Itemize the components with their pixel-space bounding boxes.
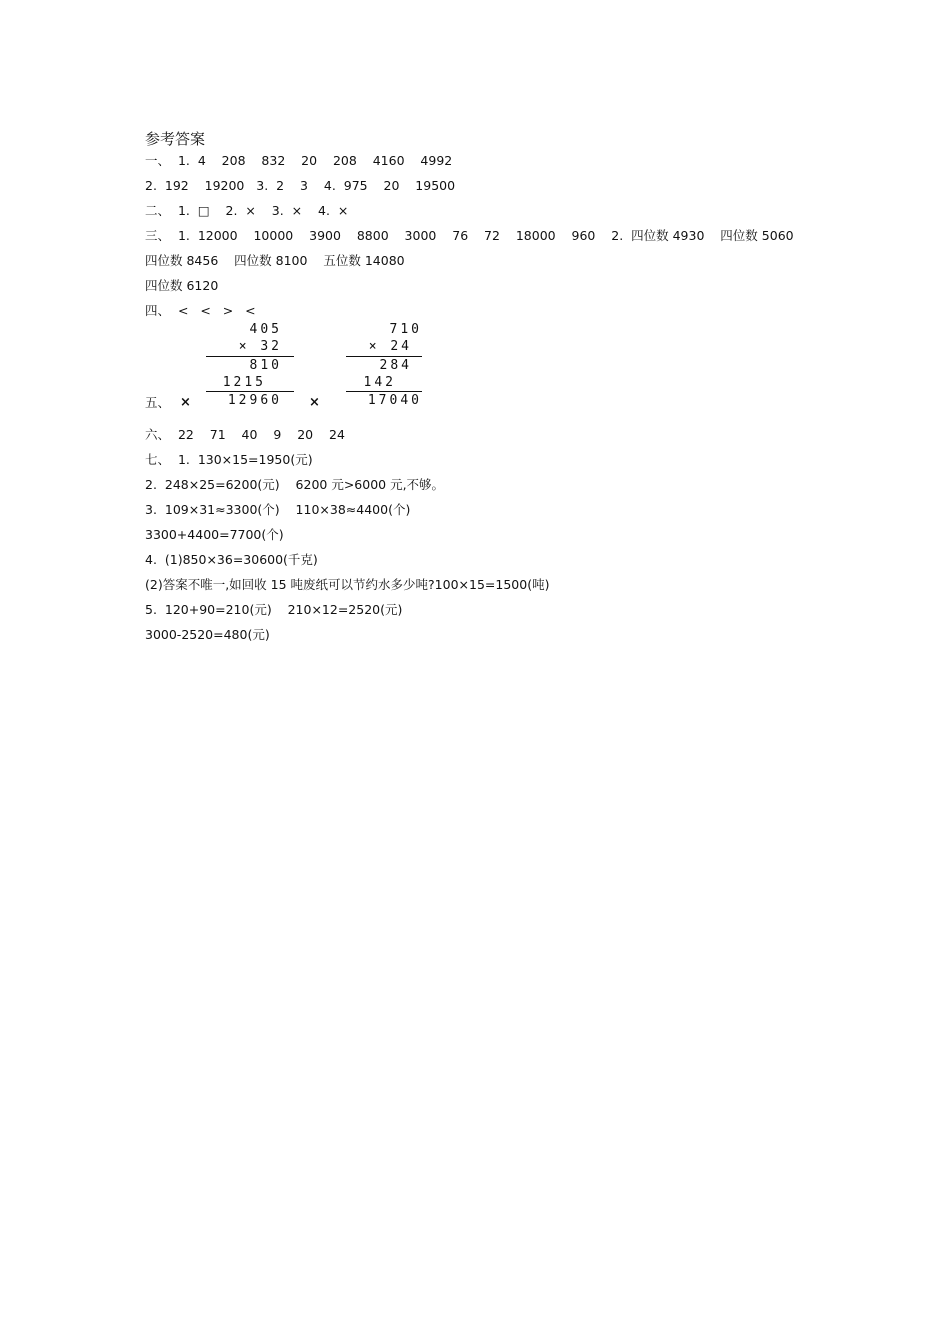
- cross-mark-1: ×: [180, 395, 191, 410]
- rule-line: [346, 391, 422, 392]
- page-title: 参考答案: [145, 130, 206, 148]
- partial-product-1: 810: [249, 358, 282, 373]
- cross-mark-2: ×: [309, 395, 320, 410]
- rule-line: [346, 356, 422, 357]
- multiplicand: 405: [249, 322, 282, 337]
- answer-line-4: 三、 1. 12000 10000 3900 8800 3000 76 72 18000 960 2. 四位数 4930 四位数 5060: [145, 228, 794, 243]
- answer-line-1: 一、 1. 4 208 832 20 208 4160 4992: [145, 153, 453, 168]
- multiplier: × 32: [238, 339, 282, 354]
- answer-line-13: 4. (1)850×36=30600(千克): [145, 552, 318, 567]
- partial-product-2: 142: [363, 375, 396, 390]
- answer-line-8: 六、 22 71 40 9 20 24: [145, 427, 345, 442]
- rule-line: [206, 391, 294, 392]
- multiplicand: 710: [389, 322, 422, 337]
- answer-line-15: 5. 120+90=210(元) 210×12=2520(元): [145, 602, 403, 617]
- vertical-multiplication-2: [340, 320, 424, 412]
- answer-line-12: 3300+4400=7700(个): [145, 527, 284, 542]
- partial-product-2: 1215: [222, 375, 266, 390]
- answer-line-5: 四位数 8456 四位数 8100 五位数 14080: [145, 253, 405, 268]
- answer-line-14: (2)答案不唯一,如回收 15 吨废纸可以节约水多少吨?100×15=1500(吨): [145, 577, 550, 592]
- multiplier: × 24: [368, 339, 412, 354]
- answer-line-11: 3. 109×31≈3300(个) 110×38≈4400(个): [145, 502, 411, 517]
- section5-label: 五、: [145, 395, 171, 410]
- rule-line: [206, 356, 294, 357]
- answer-line-3: 二、 1. □ 2. × 3. × 4. ×: [145, 203, 349, 218]
- answer-line-10: 2. 248×25=6200(元) 6200 元>6000 元,不够。: [145, 477, 445, 492]
- answer-line-16: 3000-2520=480(元): [145, 627, 270, 642]
- partial-product-1: 284: [379, 358, 412, 373]
- answer-line-2: 2. 192 19200 3. 2 3 4. 975 20 19500: [145, 178, 456, 193]
- answer-line-6: 四位数 6120: [145, 278, 219, 293]
- product: 12960: [227, 393, 282, 408]
- answer-line-9: 七、 1. 130×15=1950(元): [145, 452, 313, 467]
- answer-line-7: 四、 < < > <: [145, 303, 256, 318]
- vertical-multiplication-1: [200, 320, 296, 412]
- product: 17040: [367, 393, 422, 408]
